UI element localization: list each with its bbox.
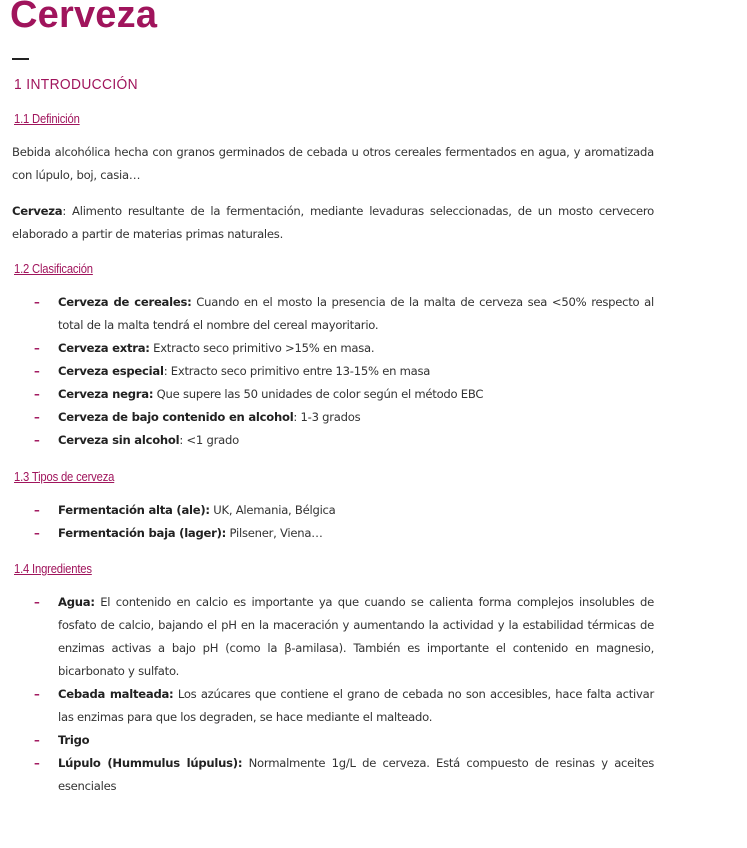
list-item-text: : <1 grado bbox=[179, 433, 239, 447]
dash-bullet-icon: – bbox=[34, 295, 40, 309]
subsection-heading-definicion: 1.1 Definición bbox=[14, 112, 80, 126]
list-item bbox=[34, 729, 654, 752]
list-item-term: Cerveza especial bbox=[58, 364, 164, 378]
definition-paragraph: Bebida alcohólica hecha con granos germinados de cebada u otros cereales fermentados en agua, y aromatizada con lúpulo, boj, casia… bbox=[12, 145, 654, 182]
document-title: Cerveza bbox=[10, 0, 158, 36]
list-item-term: Trigo bbox=[58, 733, 90, 747]
list-item bbox=[34, 499, 654, 522]
list-item-text: : 1-3 grados bbox=[293, 410, 361, 424]
title-underline bbox=[12, 58, 29, 60]
ingredientes-list bbox=[34, 591, 654, 798]
list-item bbox=[34, 291, 654, 337]
dash-bullet-icon: – bbox=[34, 433, 40, 447]
subsection-heading-clasificacion: 1.2 Clasificación bbox=[14, 262, 93, 276]
list-item-text: El contenido en calcio es importante ya que cuando se calienta forma complejos insolubles de fosfato de calcio, bajando el pH en la maceración y aumentando la actividad y la estabilidad térmicas de enzimas activas a bajo pH (como la β-amilasa). También es importante el contenido en magnesio, bicarbonato y sulfato. bbox=[58, 595, 654, 678]
list-item-term: Cerveza de cereales: bbox=[58, 295, 192, 309]
list-item-text: Cuando en el mosto la presencia de la malta de cerveza sea <50% respecto al total de la malta tendrá el nombre del cereal mayoritario. bbox=[58, 295, 654, 332]
dash-bullet-icon: – bbox=[34, 733, 40, 747]
clasificacion-list bbox=[34, 291, 654, 452]
list-item-term: Cerveza sin alcohol bbox=[58, 433, 180, 447]
list-item-term: Agua: bbox=[58, 595, 95, 609]
list-item-term: Fermentación baja (lager): bbox=[58, 526, 227, 540]
list-item bbox=[34, 591, 654, 683]
list-item bbox=[34, 383, 654, 406]
dash-bullet-icon: – bbox=[34, 687, 40, 701]
list-item-term: Cebada malteada: bbox=[58, 687, 174, 701]
list-item-text: Pilsener, Viena… bbox=[226, 526, 323, 540]
list-item bbox=[34, 752, 654, 798]
dash-bullet-icon: – bbox=[34, 364, 40, 378]
dash-bullet-icon: – bbox=[34, 503, 40, 517]
section-heading-introduccion: 1 INTRODUCCIÓN bbox=[14, 76, 138, 93]
list-item-term: Fermentación alta (ale): bbox=[58, 503, 210, 517]
term-cerveza: Cerveza bbox=[12, 204, 63, 218]
subsection-heading-ingredientes: 1.4 Ingredientes bbox=[14, 562, 92, 576]
list-item-text: Los azúcares que contiene el grano de cebada no son accesibles, hace falta activar las enzimas para que los degraden, se hace mediante el malteado. bbox=[58, 687, 654, 724]
dash-bullet-icon: – bbox=[34, 526, 40, 540]
list-item bbox=[34, 406, 654, 429]
list-item-text: UK, Alemania, Bélgica bbox=[209, 503, 336, 517]
dash-bullet-icon: – bbox=[34, 595, 40, 609]
dash-bullet-icon: – bbox=[34, 387, 40, 401]
cerveza-definition-text: : Alimento resultante de la fermentación, mediante levaduras seleccionadas, de un mosto cervecero elaborado a partir de materias primas naturales. bbox=[12, 204, 654, 241]
cerveza-definition-paragraph bbox=[12, 200, 654, 246]
list-item bbox=[34, 337, 654, 360]
list-item-term: Cerveza extra: bbox=[58, 341, 150, 355]
list-item-text: Normalmente 1g/L de cerveza. Está compuesto de resinas y aceites esenciales bbox=[58, 756, 654, 793]
list-item bbox=[34, 683, 654, 729]
list-item-text: Que supere las 50 unidades de color según el método EBC bbox=[153, 387, 484, 401]
dash-bullet-icon: – bbox=[34, 756, 40, 770]
list-item bbox=[34, 360, 654, 383]
list-item-term: Lúpulo (Hummulus lúpulus): bbox=[58, 756, 243, 770]
list-item bbox=[34, 522, 654, 545]
list-item-term: Cerveza negra: bbox=[58, 387, 154, 401]
list-item-text: Extracto seco primitivo >15% en masa. bbox=[149, 341, 375, 355]
subsection-heading-tipos: 1.3 Tipos de cerveza bbox=[14, 470, 115, 484]
list-item-term: Cerveza de bajo contenido en alcohol bbox=[58, 410, 294, 424]
tipos-list bbox=[34, 499, 654, 545]
dash-bullet-icon: – bbox=[34, 341, 40, 355]
list-item-text: : Extracto seco primitivo entre 13-15% en masa bbox=[163, 364, 431, 378]
dash-bullet-icon: – bbox=[34, 410, 40, 424]
list-item bbox=[34, 429, 654, 452]
